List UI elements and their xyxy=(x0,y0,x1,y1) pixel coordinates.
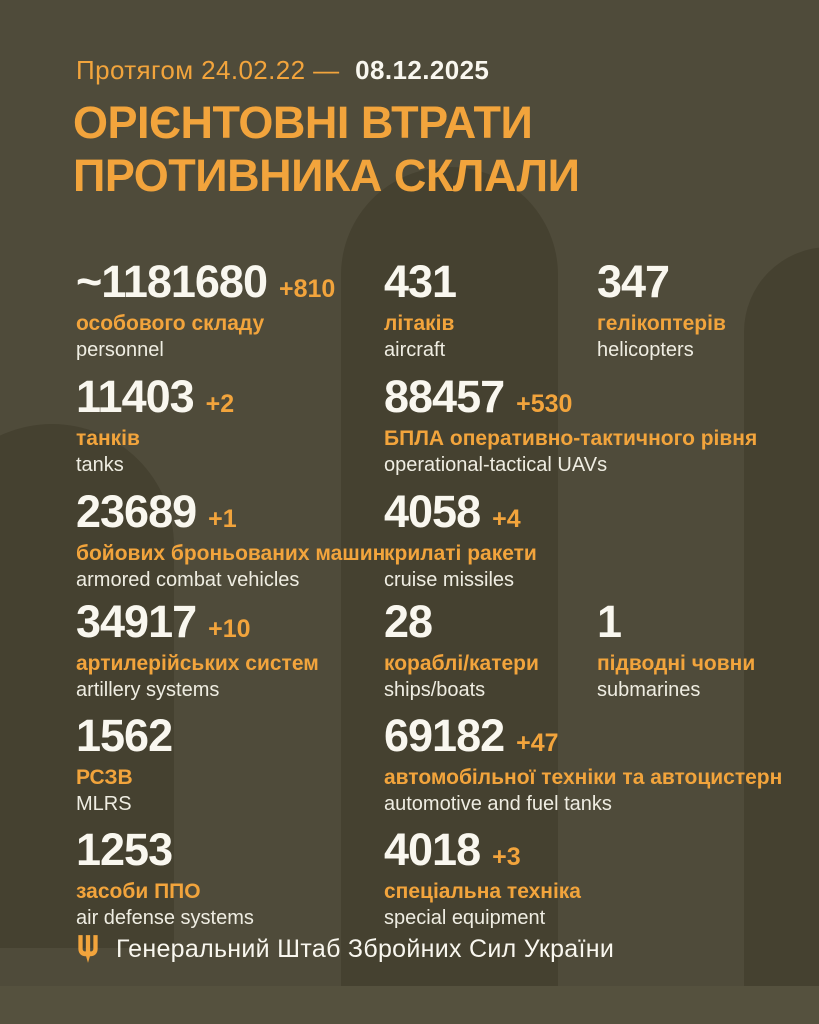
page-title xyxy=(73,96,579,202)
background-trident-prong-right xyxy=(744,247,819,1000)
footer xyxy=(76,934,614,964)
stat-value: 4058 xyxy=(384,486,481,537)
stat-label-ua: бойових броньованих машин xyxy=(76,542,386,565)
trident-icon xyxy=(76,934,100,964)
stat-value: 1 xyxy=(597,596,622,647)
stat-label-ua: танків xyxy=(76,427,140,450)
stat-value: 431 xyxy=(384,256,457,307)
stat-delta: +47 xyxy=(516,729,559,757)
stat-uavs xyxy=(384,371,758,477)
stat-label-ua: РСЗВ xyxy=(76,766,133,789)
stat-value: 4018 xyxy=(384,824,481,875)
stat-label-en: ships/boats xyxy=(384,679,486,702)
stat-label-ua: кораблі/катери xyxy=(384,652,539,675)
stat-label-en: submarines xyxy=(597,679,701,702)
stat-delta: +10 xyxy=(208,615,251,643)
stat-label-ua: особового складу xyxy=(76,312,265,335)
stat-label-en: operational-tactical UAVs xyxy=(384,454,608,477)
stat-label-en: cruise missiles xyxy=(384,569,515,592)
stat-value: 28 xyxy=(384,596,433,647)
stat-cruise-missiles xyxy=(384,486,537,592)
stat-label-ua: артилерійських систем xyxy=(76,652,319,675)
stat-label-en: special equipment xyxy=(384,907,546,930)
stat-value: 1253 xyxy=(76,824,173,875)
period-end-date: 08.12.2025 xyxy=(355,55,490,85)
page-title-line2: ПРОТИВНИКА СКЛАЛИ xyxy=(73,150,580,202)
stat-value: 347 xyxy=(597,256,670,307)
stat-mlrs xyxy=(76,710,173,816)
stat-value: 88457 xyxy=(384,371,505,422)
stat-delta: +1 xyxy=(208,505,237,533)
stat-air-defense xyxy=(76,824,254,930)
stat-aircraft xyxy=(384,256,457,362)
stat-delta: +3 xyxy=(492,843,521,871)
stat-delta: +530 xyxy=(516,390,573,418)
stat-armored-combat-vehicles xyxy=(76,486,386,592)
stat-value: ~1181680 xyxy=(76,256,267,307)
stat-label-en: automotive and fuel tanks xyxy=(384,793,612,816)
stat-label-en: aircraft xyxy=(384,339,446,362)
stat-value: 69182 xyxy=(384,710,505,761)
period-line xyxy=(76,55,489,86)
stat-label-en: tanks xyxy=(76,454,124,477)
stat-label-ua: спеціальна техніка xyxy=(384,880,581,903)
stat-label-ua: засоби ППО xyxy=(76,880,201,903)
stat-label-en: artillery systems xyxy=(76,679,220,702)
period-prefix: Протягом 24.02.22 — xyxy=(76,55,340,85)
stat-special-equipment xyxy=(384,824,581,930)
stat-label-ua: гелікоптерів xyxy=(597,312,726,335)
stat-automotive xyxy=(384,710,783,816)
stat-delta: +810 xyxy=(278,275,336,303)
stat-artillery-systems xyxy=(76,596,319,702)
page-title-line1: ОРІЄНТОВНІ ВТРАТИ xyxy=(73,97,533,148)
stat-value: 34917 xyxy=(76,596,197,647)
stat-ships-boats xyxy=(384,596,539,702)
footer-org-name: Генеральний Штаб Збройних Сил України xyxy=(116,934,615,963)
stat-label-en: air defense systems xyxy=(76,907,254,930)
stat-value: 1562 xyxy=(76,710,173,761)
stat-label-ua: автомобільної техніки та автоцистерн xyxy=(384,766,783,789)
stat-delta: +2 xyxy=(205,390,235,418)
stat-helicopters xyxy=(597,256,726,362)
background-bottom-band xyxy=(0,986,819,1024)
stat-label-en: personnel xyxy=(76,339,164,362)
stat-value: 23689 xyxy=(76,486,197,537)
stat-delta: +4 xyxy=(492,505,521,533)
stat-label-en: armored combat vehicles xyxy=(76,569,300,592)
stat-value: 11403 xyxy=(76,371,194,422)
stat-label-en: helicopters xyxy=(597,339,694,362)
stat-submarines xyxy=(597,596,756,702)
stat-tanks xyxy=(76,371,235,477)
stat-personnel xyxy=(76,256,336,362)
stat-label-ua: підводні човни xyxy=(597,652,756,675)
stat-label-ua: БПЛА оперативно-тактичного рівня xyxy=(384,427,758,450)
stat-label-ua: крилаті ракети xyxy=(384,542,537,565)
stat-label-ua: літаків xyxy=(384,312,455,335)
stat-label-en: MLRS xyxy=(76,793,132,816)
